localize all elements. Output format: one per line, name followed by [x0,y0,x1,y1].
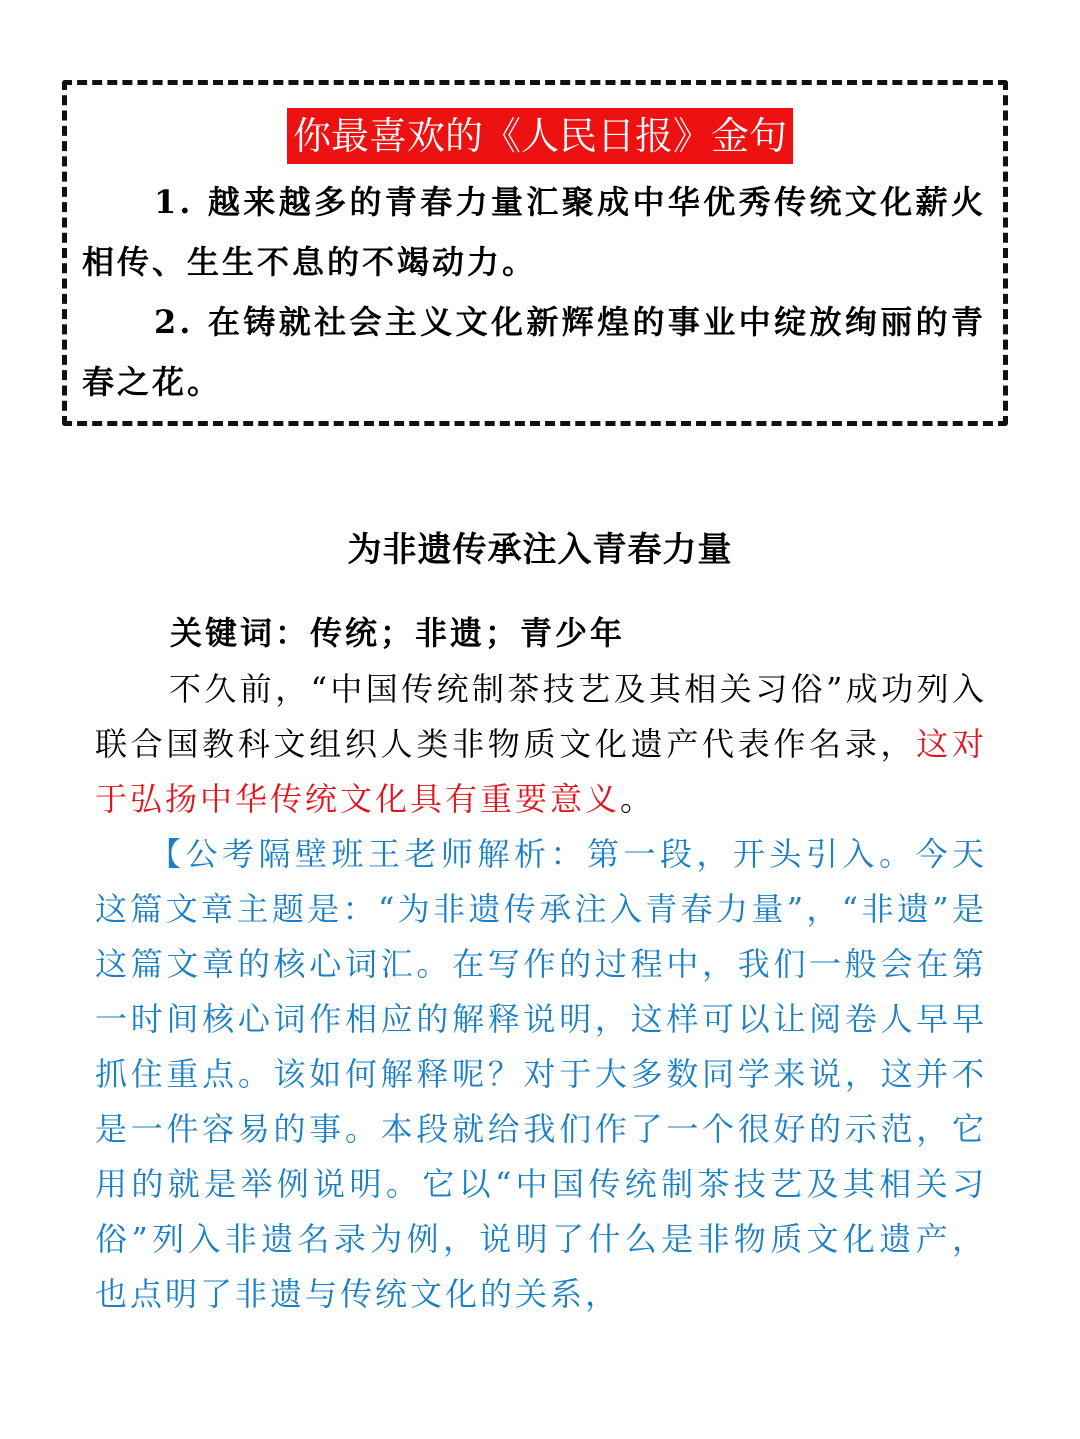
paragraph-intro [95,662,987,827]
highlighted-sentence: 这对于弘扬中华传统文化具有重要意义 [95,725,987,818]
paragraph-intro-text: 不久前，“中国传统制茶技艺及其相关习俗”成功列入联合国教科文组织人类非物质文化遗产代表作名录， [95,670,987,763]
article-title: 为非遗传承注入青春力量 [347,530,733,570]
keywords-line: 关键词：传统；非遗；青少年 [170,614,626,652]
quote-item-1: 1. 越来越多的青春力量汇聚成中华优秀传统文化薪火相传、生生不息的不竭动力。 [82,183,986,281]
quote-list [82,172,986,412]
article-body [95,662,987,1322]
paragraph-intro-end: 。 [620,780,656,818]
quote-item-2: 2. 在铸就社会主义文化新辉煌的事业中绽放绚丽的青春之花。 [82,303,986,401]
quote-heading: 你最喜欢的《人民日报》金句 [287,108,793,164]
teacher-analysis: 【公考隔壁班王老师解析：第一段，开头引入。今天这篇文章主题是：“为非遗传承注入青春力量”，“非遗”是这篇文章的核心词汇。在写作的过程中，我们一般会在第一时间核心词作相应的解释说明，这样可以让阅卷人早早抓住重点。该如何解释呢？对于大多数同学来说，这并不是一件容易的事。本段就给我们作了一个很好的示范，它用的就是举例说明。它以“中国传统制茶技艺及其相关习俗”列入非遗名录为例，说明了什么是非物质文化遗产，也点明了非遗与传统文化的关系， [95,835,987,1313]
quote-heading-container [0,108,1080,164]
